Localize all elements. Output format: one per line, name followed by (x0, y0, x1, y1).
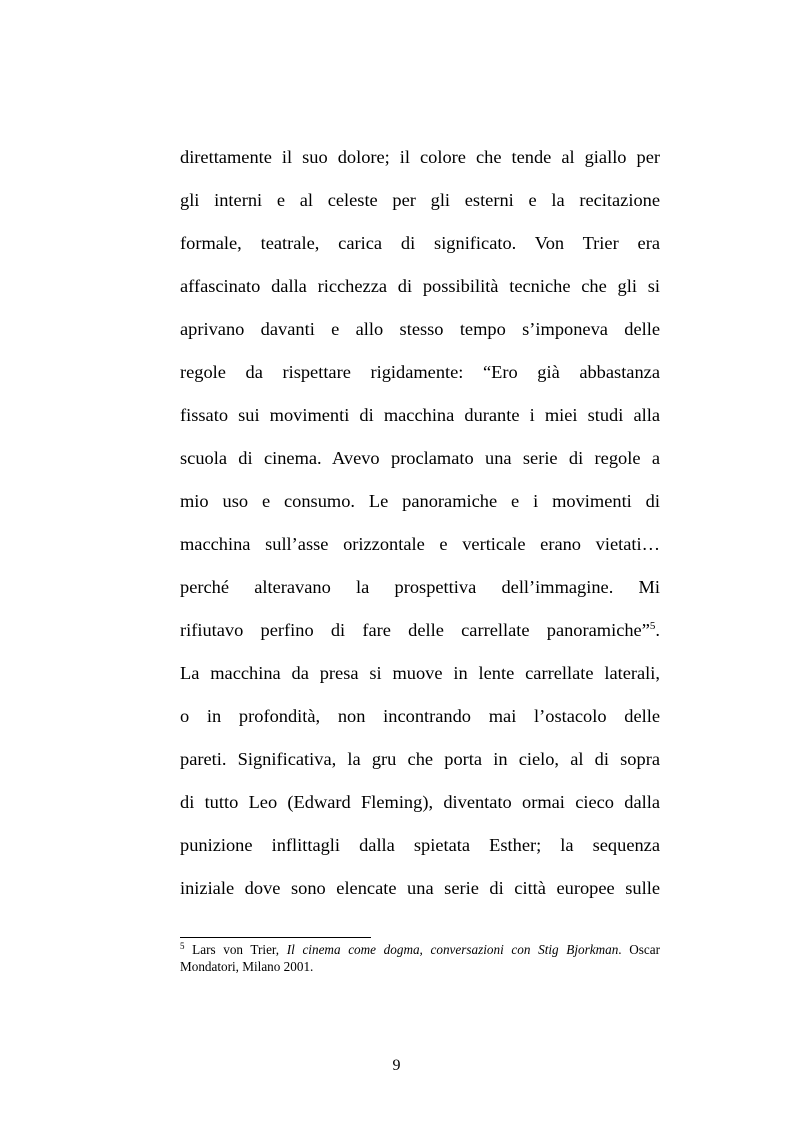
body-line-16: di tutto Leo (Edward Fleming), diventato ormai cieco dalla (180, 792, 660, 812)
body-line-17: punizione inflittagli dalla spietata Esther; la sequenza (180, 835, 660, 855)
body-line-15: pareti. Significativa, la gru che porta in cielo, al di sopra (180, 749, 660, 769)
body-line-4: affascinato dalla ricchezza di possibilità tecniche che gli si (180, 276, 660, 296)
footnote-line-2: Mondatori, Milano 2001. (180, 959, 314, 974)
footnote (180, 941, 660, 975)
footnote-title: Il cinema come dogma, conversazioni con Stig Bjorkman (286, 942, 619, 957)
body-line-12 (180, 609, 660, 652)
body-line-2: gli interni e al celeste per gli esterni e la recitazione (180, 190, 660, 210)
body-text (180, 136, 660, 910)
body-line-13: La macchina da presa si muove in lente carrellate laterali, (180, 663, 660, 683)
body-line-10: macchina sull’asse orizzontale e verticale erano vietati… (180, 534, 660, 554)
footnote-line-1 (180, 941, 660, 958)
body-line-9: mio uso e consumo. Le panoramiche e i movimenti di (180, 491, 660, 511)
body-line-6: regole da rispettare rigidamente: “Ero già abbastanza (180, 362, 660, 382)
body-line-18: iniziale dove sono elencate una serie di città europee sulle (180, 878, 660, 898)
footnote-reference[interactable]: 5 (649, 620, 656, 632)
body-line-11: perché alteravano la prospettiva dell’immagine. Mi (180, 577, 660, 597)
footnote-number: 5 (180, 941, 185, 951)
body-line-12-text: rifiutavo perfino di fare delle carrellate panoramiche” (180, 620, 650, 640)
body-line-8: scuola di cinema. Avevo proclamato una serie di regole a (180, 448, 660, 468)
body-line-1: direttamente il suo dolore; il colore che tende al giallo per (180, 147, 660, 167)
footnote-publisher-start: . Oscar (618, 942, 660, 957)
body-line-3: formale, teatrale, carica di significato. Von Trier era (180, 233, 660, 253)
body-line-14: o in profondità, non incontrando mai l’ostacolo delle (180, 706, 660, 726)
body-line-5: aprivano davanti e allo stesso tempo s’imponeva delle (180, 319, 660, 339)
body-line-7: fissato sui movimenti di macchina durante i miei studi alla (180, 405, 660, 425)
footnote-reference-period: . (655, 620, 660, 640)
footnote-separator (180, 937, 371, 938)
page-number: 9 (392, 1057, 401, 1074)
footnote-author: Lars von Trier, (192, 942, 280, 957)
